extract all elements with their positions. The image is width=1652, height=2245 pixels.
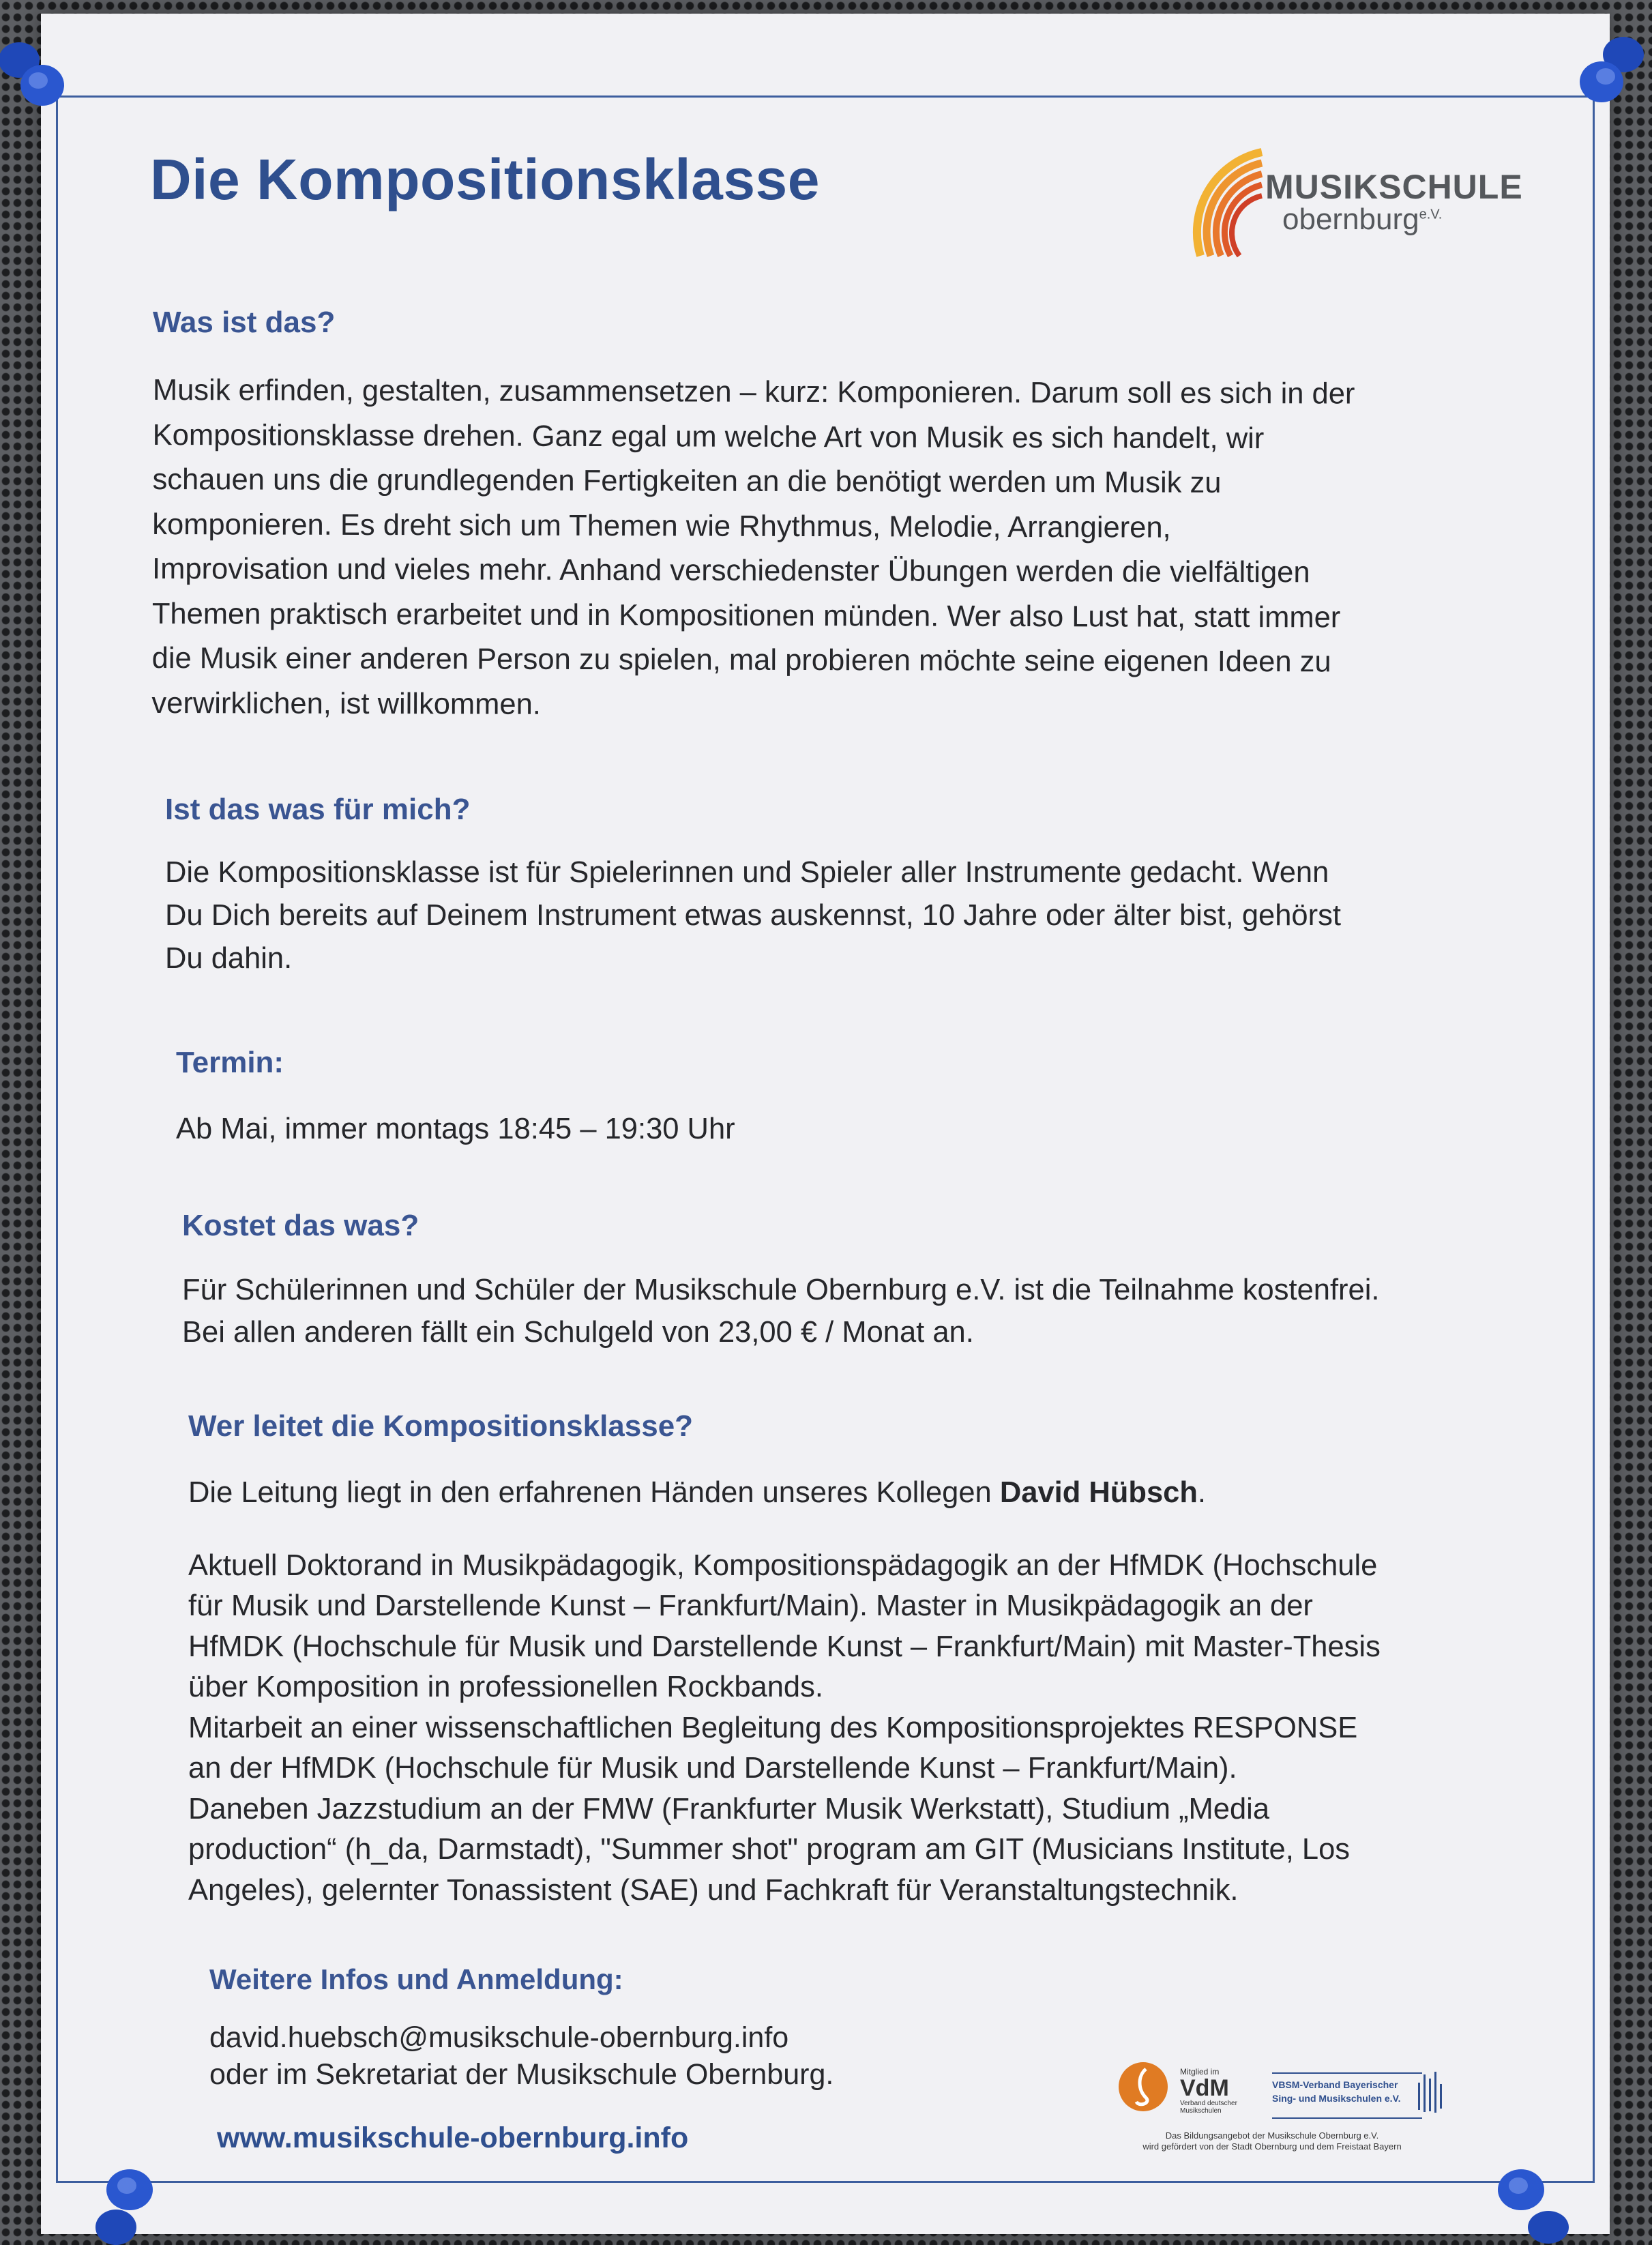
body-line: Die Kompositionsklasse ist für Spielerinnen und Spieler aller Instrumente gedacht. Wenn	[165, 856, 1329, 889]
bio-line: über Komposition in professionellen Rockbands.	[188, 1671, 823, 1703]
bio-line: für Musik und Darstellende Kunst – Frankfurt/Main). Master in Musikpädagogik an der	[188, 1589, 1313, 1622]
push-pin-icon	[0, 27, 82, 116]
push-pin-icon	[89, 2162, 171, 2245]
bio-line: Angeles), gelernter Tonassistent (SAE) und Fachkraft für Veranstaltungstechnik.	[188, 1873, 1239, 1907]
body-line: die Musik einer anderen Person zu spielen, mal probieren möchte seine eigenen Ideen zu	[151, 641, 1331, 679]
musikschule-logo	[1160, 140, 1528, 266]
bio-line: Aktuell Doktorand in Musikpädagogik, Kompositionspädagogik an der HfMDK (Hochschule	[188, 1549, 1378, 1582]
logo-name: MUSIKSCHULE	[1265, 168, 1523, 206]
footer-logos	[1067, 2052, 1477, 2152]
body-line: Du dahin.	[165, 942, 293, 975]
body-line: Du Dich bereits auf Deinem Instrument etwas auskennst, 10 Jahre oder älter bist, gehörst	[165, 899, 1341, 932]
logo-city: obernburg$^{e.V.}$	[1282, 203, 1443, 236]
body-line: Für Schülerinnen und Schüler der Musikschule Obernburg e.V. ist die Teilnahme kostenfrei.	[182, 1274, 1380, 1306]
instructor-intro: Die Leitung liegt in den erfahrenen Händen unseres Kollegen David Hübsch.	[188, 1476, 1206, 1509]
push-pin-icon	[1487, 2162, 1576, 2245]
body-line: Themen praktisch erarbeitet und in Kompositionen münden. Wer also Lust hat, statt immer	[151, 597, 1341, 634]
vbsm-bars-icon	[1415, 2069, 1449, 2117]
body-line: verwirklichen, ist willkommen.	[151, 686, 541, 721]
body-line: Improvisation und vieles mehr. Anhand verschiedenster Übungen werden die vielfältigen	[152, 552, 1310, 589]
section-cost	[182, 1209, 1379, 1353]
section-instructor	[188, 1409, 1381, 1911]
clef-icon	[1119, 2062, 1168, 2111]
schedule-text: Ab Mai, immer montags 18:45 – 19:30 Uhr	[176, 1113, 735, 1145]
body-line: schauen uns die grundlegenden Fertigkeiten an die benötigt werden um Musik zu	[152, 463, 1222, 499]
bio-line: an der HfMDK (Hochschule für Musik und Darstellende Kunst – Frankfurt/Main).	[188, 1752, 1237, 1785]
sound-arcs-icon	[1160, 140, 1269, 266]
section-heading: Kostet das was?	[182, 1209, 419, 1242]
bio-line: HfMDK (Hochschule für Musik und Darstellende Kunst – Frankfurt/Main) mit Master-Thesis	[188, 1630, 1381, 1663]
section-what-is-it	[153, 306, 1355, 726]
contact-heading: Weitere Infos und Anmeldung:	[209, 1963, 623, 1995]
bio-line: Mitarbeit an einer wissenschaftlichen Begleitung des Kompositionsprojektes RESPONSE	[188, 1711, 1358, 1744]
section-heading: Wer leitet die Kompositionsklasse?	[188, 1409, 694, 1443]
bio-line: production“ (h_da, Darmstadt), "Summer shot" program am GIT (Musicians Institute, Los	[188, 1833, 1351, 1866]
section-contact	[209, 1963, 834, 2093]
push-pin-icon	[1569, 27, 1651, 116]
website-link[interactable]: www.musikschule-obernburg.info	[217, 2122, 689, 2154]
instructor-name: David Hübsch	[999, 1476, 1198, 1509]
section-heading: Ist das was für mich?	[165, 793, 471, 826]
section-heading: Termin:	[176, 1046, 284, 1079]
contact-email[interactable]: david.huebsch@musikschule-obernburg.info	[209, 2021, 789, 2054]
body-line: Kompositionsklasse drehen. Ganz egal um welche Art von Musik es sich handelt, wir	[152, 418, 1265, 455]
body-line: Musik erfinden, gestalten, zusammensetzen – kurz: Komponieren. Darum soll es sich in der	[152, 373, 1355, 411]
body-line: Bei allen anderen fällt ein Schulgeld von 23,00 € / Monat an.	[182, 1316, 974, 1349]
funding-note: Das Bildungsangebot der Musikschule Obernburg e.V. wird gefördert von der Stadt Obernburg und dem Freistaat Bayern	[1142, 2130, 1402, 2152]
bio-line: Daneben Jazzstudium an der FMW (Frankfurter Musik Werkstatt), Studium „Media	[188, 1792, 1270, 1825]
page-title: Die Kompositionsklasse	[150, 147, 820, 211]
body-line: komponieren. Es dreht sich um Themen wie Rhythmus, Melodie, Arrangieren,	[152, 508, 1171, 544]
section-is-it-for-me	[165, 793, 1341, 980]
logo-ev: e.V.	[1419, 207, 1443, 222]
vdm-logo-icon	[1119, 2062, 1168, 2111]
contact-office: oder im Sekretariat der Musikschule Obernburg.	[209, 2058, 834, 2091]
section-schedule	[176, 1046, 735, 1152]
vdm-label: Mitglied im VdM Verband deutscher Musikschulen	[1180, 2067, 1237, 2115]
vbsm-logo: VBSM-Verband Bayerischer Sing- und Musikschulen e.V.	[1272, 2072, 1422, 2119]
poster	[41, 14, 1610, 2234]
section-heading: Was ist das?	[153, 306, 336, 339]
